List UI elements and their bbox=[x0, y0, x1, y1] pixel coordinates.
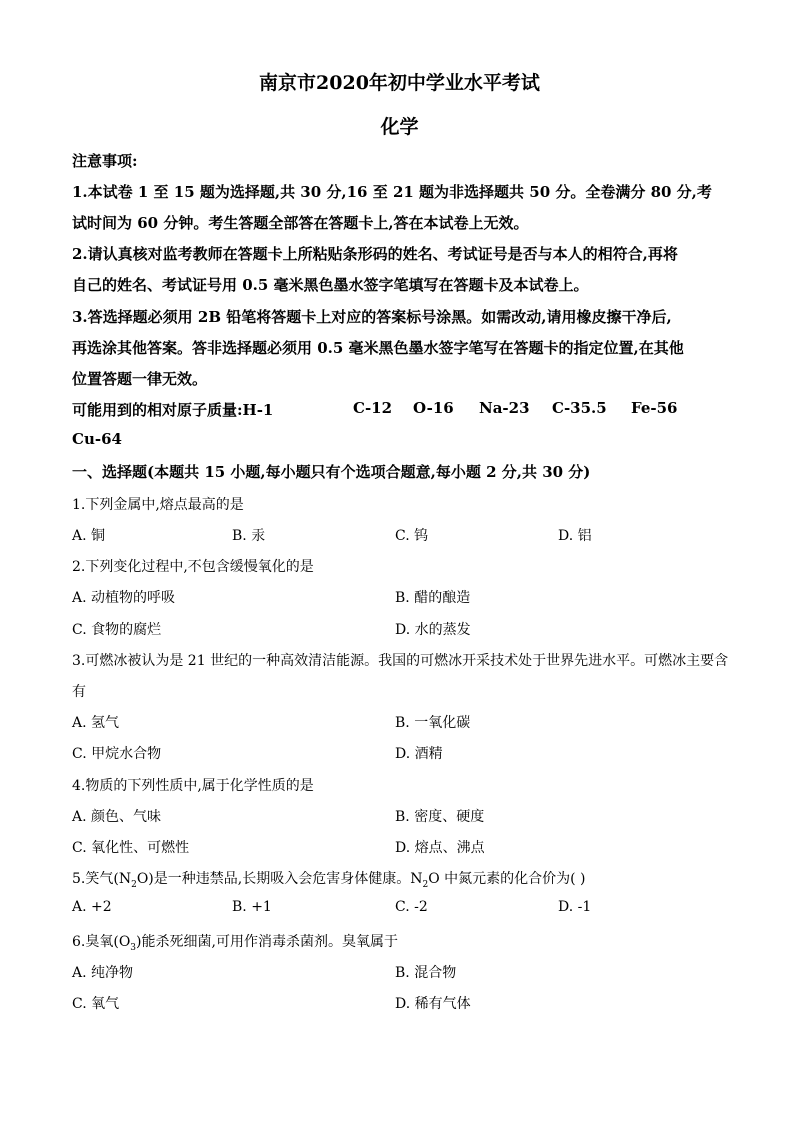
option-a: A. 铜 bbox=[72, 528, 106, 544]
option-d: D. 铝 bbox=[558, 528, 592, 544]
option-d: D. 水的蒸发 bbox=[395, 622, 471, 638]
option-c: C. 食物的腐烂 bbox=[72, 622, 162, 638]
atomic-mass-item: Na-23 bbox=[479, 399, 530, 417]
subject-title: 化学 bbox=[380, 116, 419, 138]
option-b: B. +1 bbox=[232, 899, 272, 915]
option-a: A. 氢气 bbox=[72, 715, 120, 731]
notes-line: 自己的姓名、考试证号用 0.5 毫米黑色墨水签字笔填写在答题卡及本试卷上。 bbox=[72, 276, 589, 294]
option-b: B. 一氧化碳 bbox=[395, 715, 471, 731]
notes-line: 1.本试卷 1 至 15 题为选择题,共 30 分,16 至 21 题为非选择题共 50 分。全卷满分 80 分,考 bbox=[72, 183, 712, 201]
option-a: A. 动植物的呼吸 bbox=[72, 590, 176, 606]
option-d: D. 稀有气体 bbox=[395, 996, 471, 1012]
exam-page bbox=[72, 0, 727, 1123]
notes-line: 再选涂其他答案。答非选择题必须用 0.5 毫米黑色墨水签字笔写在答题卡的指定位置,在其他 bbox=[72, 339, 684, 357]
subscript: 2 bbox=[422, 879, 429, 890]
option-c: C. 钨 bbox=[395, 528, 429, 544]
question-stem: 1.下列金属中,熔点最高的是 bbox=[72, 497, 244, 513]
option-b: B. 汞 bbox=[232, 528, 266, 544]
stem-part: O)是一种违禁品,长期吸入会危害身体健康。N bbox=[136, 871, 423, 887]
question-stem: 4.物质的下列性质中,属于化学性质的是 bbox=[72, 778, 314, 794]
option-c: C. -2 bbox=[395, 899, 428, 915]
exam-title: 南京市2020年初中学业水平考试 bbox=[259, 72, 540, 94]
question-stem bbox=[72, 931, 398, 953]
question-stem: 2.下列变化过程中,不包含缓慢氧化的是 bbox=[72, 559, 314, 575]
option-b: B. 混合物 bbox=[395, 965, 457, 981]
option-d: D. 酒精 bbox=[395, 746, 443, 762]
stem-part: 6.臭氧(O bbox=[72, 934, 131, 950]
option-a: A. +2 bbox=[72, 899, 112, 915]
question-stem: 3.可燃冰被认为是 21 世纪的一种高效清洁能源。我国的可燃冰开采技术处于世界先进水平。可燃冰主要含 bbox=[72, 653, 729, 669]
option-c: C. 氧化性、可燃性 bbox=[72, 840, 190, 856]
question-stem-continued: 有 bbox=[72, 684, 86, 700]
notes-heading: 注意事项: bbox=[72, 152, 138, 170]
atomic-mass-wrap: Cu-64 bbox=[72, 430, 122, 448]
section-heading: 一、选择题(本题共 15 小题,每小题只有个选项合题意,每小题 2 分,共 30 分) bbox=[72, 463, 591, 481]
question-stem bbox=[72, 868, 586, 890]
stem-part: O 中氮元素的化合价为( ) bbox=[428, 871, 586, 887]
atomic-mass-item: C-35.5 bbox=[552, 399, 607, 417]
atomic-mass-item: Fe-56 bbox=[631, 399, 678, 417]
notes-line: 2.请认真核对监考教师在答题卡上所粘贴条形码的姓名、考试证号是否与本人的相符合,再将 bbox=[72, 245, 678, 263]
option-a: A. 纯净物 bbox=[72, 965, 134, 981]
subscript: 2 bbox=[131, 879, 137, 890]
option-b: B. 密度、硬度 bbox=[395, 809, 485, 825]
option-a: A. 颜色、气味 bbox=[72, 809, 162, 825]
stem-part: 5.笑气(N bbox=[72, 871, 132, 887]
atomic-mass-row bbox=[72, 399, 727, 421]
notes-line: 位置答题一律无效。 bbox=[72, 370, 208, 388]
option-d: D. -1 bbox=[558, 899, 592, 915]
atomic-mass-item: O-16 bbox=[413, 399, 454, 417]
option-d: D. 熔点、沸点 bbox=[395, 840, 485, 856]
stem-part: )能杀死细菌,可用作消毒杀菌剂。臭氧属于 bbox=[136, 934, 398, 950]
atomic-mass-label: 可能用到的相对原子质量:H-1 bbox=[72, 401, 274, 419]
notes-line: 试时间为 60 分钟。考生答题全部答在答题卡上,答在本试卷上无效。 bbox=[72, 214, 529, 232]
subscript: 3 bbox=[130, 942, 137, 953]
option-b: B. 醋的酿造 bbox=[395, 590, 471, 606]
notes-line: 3.答选择题必须用 2B 铅笔将答题卡上对应的答案标号涂黑。如需改动,请用橡皮擦干净后, bbox=[72, 308, 672, 326]
option-c: C. 甲烷水合物 bbox=[72, 746, 162, 762]
atomic-mass-item: C-12 bbox=[353, 399, 393, 417]
option-c: C. 氧气 bbox=[72, 996, 120, 1012]
